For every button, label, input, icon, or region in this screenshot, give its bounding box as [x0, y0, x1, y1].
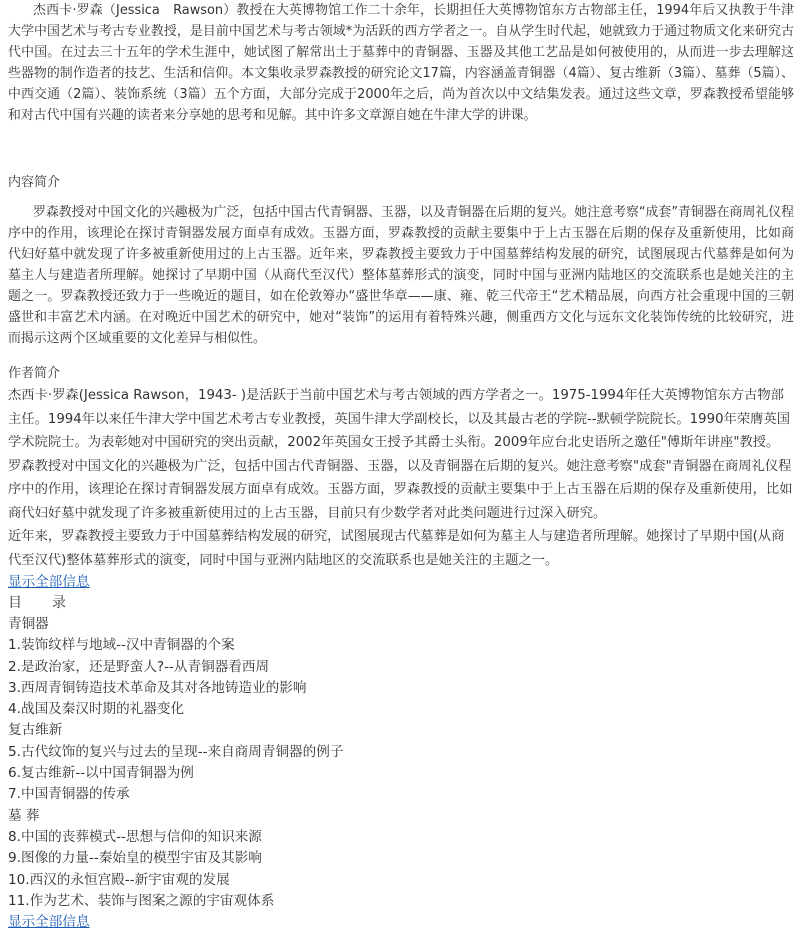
toc-line: 9.图像的力量--秦始皇的模型宇宙及其影响 — [8, 850, 262, 867]
toc-line: 7.中国青铜器的传承 — [8, 786, 130, 803]
book-intro-paragraph: 杰西卡·罗森（Jessica Rawson）教授在大英博物馆工作二十余年，长期担任大英博物馆东方古物部主任，1994年后又执教于牛津大学中国艺术与考古专业教授，是目前中国艺术与考古领域*为活跃的西方学者之一。自从学生时代起，她就致力于通过物质文化来研究古代中国。在过去三十五年的学术生涯中，她试图了解常出土于墓葬中的青铜器、玉器及其他工艺品是如何被使用的，从而进一步去理解这些器物的制作造者的技艺、生活和信仰。本文集收录罗森教授的研究论文17篇，内容涵盖青铜器（4篇）、复古维新（3篇）、墓葬（5篇）、中西交通（2篇）、装饰系统（3篇）五个方面，大部分完成于2000年之后，尚为首次以中文结集发表。通过这些文章，罗森教授希望能够和对古代中国有兴趣的读者来分享她的思考和见解。其中许多文章源自她在牛津大学的讲课。 — [8, 3, 794, 123]
toc-title — [0, 593, 800, 614]
author-intro-paragraph-2: 罗森教授对中国文化的兴趣极为广泛，包括中国古代青铜器、玉器，以及青铜器在后期的复兴。她注意考察"成套"青铜器在商周礼仪程序中的作用，该理论在探讨青铜器发展方面卓有成效。玉器方面，罗森教授的贡献主要集中于上古玉器在后期的保存及重新使用，比如商代妇好墓中就发现了许多被重新使用过的上古玉器，目前只有少数学者对此类问题进行过深入研究。 — [8, 458, 793, 521]
toc-line: 3.西周青铜铸造技术革命及其对各地铸造业的影响 — [8, 679, 307, 696]
toc-line: 4.战国及秦汉时期的礼器变化 — [8, 701, 185, 718]
toc-line: 墓 葬 — [8, 807, 40, 824]
toc-line: 1.装饰纹样与地域--汉中青铜器的个案 — [8, 637, 235, 654]
toc-line: 复古维新 — [8, 722, 63, 739]
author-intro-paragraph-3: 近年来，罗森教授主要致力于中国墓葬结构发展的研究，试图展现古代墓葬是如何为墓主人与建造者所理解。她探讨了早期中国(从商代至汉代)整体墓葬形式的演变，同时中国与亚洲内陆地区的交流联系也是她关注的主题之一。 — [8, 529, 785, 568]
toc-title-left: 目 — [8, 595, 22, 611]
toc-line: 5.古代纹饰的复兴与过去的呈现--来自商周青铜器的例子 — [8, 743, 344, 760]
content-intro-heading: 内容简介 — [8, 175, 61, 190]
toc-line: 10.西汉的永恒宫殿--新宇宙观的发展 — [8, 871, 230, 888]
toc-line: 6.复古维新--以中国青铜器为例 — [8, 765, 194, 782]
toc-line: 2.是政治家，还是野蛮人?--从青铜器看西周 — [8, 658, 270, 675]
toc-title-right: 录 — [52, 595, 66, 611]
author-intro-heading: 作者简介 — [8, 366, 61, 381]
toc-show-all-link[interactable]: 显示全部信息 — [8, 914, 90, 931]
toc-list — [0, 614, 800, 912]
toc-line: 8.中国的丧葬模式--思想与信仰的知识来源 — [8, 828, 262, 845]
toc-line: 青铜器 — [8, 616, 49, 632]
content-intro-paragraph: 罗森教授对中国文化的兴趣极为广泛，包括中国古代青铜器、玉器，以及青铜器在后期的复兴。她注意考察“成套”青铜器在商周礼仪程序中的作用，该理论在探讨青铜器发展方面卓有成效。玉器方面，罗森教授的贡献主要集中于上古玉器在后期的保存及重新使用，比如商代妇好墓中就发现了许多被重新使用过的上古玉器。近年来，罗森教授主要致力于中国墓葬结构发展的研究，试图展现古代墓葬是如何为墓主人与建造者所理解。她探讨了早期中国（从商代至汉代）整体墓葬形式的演变，同时中国与亚洲内陆地区的交流联系也是她关注的主题之一。罗森教授还致力于一些晚近的题目，如在伦敦筹办“盛世华章——康、雍、乾三代帝王“艺术精品展，向西方社会重现中国的三朝盛世和丰富艺术内涵。在对晚近中国艺术的研究中，她对“装饰”的运用有着特殊兴趣，侧重西方文化与远东文化装饰传统的比较研究，进而揭示这两个区域重要的文化差异与相似性。 — [8, 205, 795, 346]
author-intro-paragraph-1: 杰西卡·罗森(Jessica Rawson，1943- )是活跃于当前中国艺术与考古领域的西方学者之一。1975-1994年任大英博物馆东方古物部主任。1994年以来任牛津大学中国艺术考古专业教授，英国牛津大学副校长，以及其最古老的学院--默顿学院院长。1990年荣膺英国学术院院士。为表彰她对中国研究的突出贡献，2002年英国女王授予其爵士头衔。2009年应台北史语所之邀任"傅斯年讲座"教授。 — [8, 388, 791, 450]
toc-line: 11.作为艺术、装饰与图案之源的宇宙观体系 — [8, 892, 275, 909]
author-show-all-link[interactable]: 显示全部信息 — [8, 574, 90, 590]
